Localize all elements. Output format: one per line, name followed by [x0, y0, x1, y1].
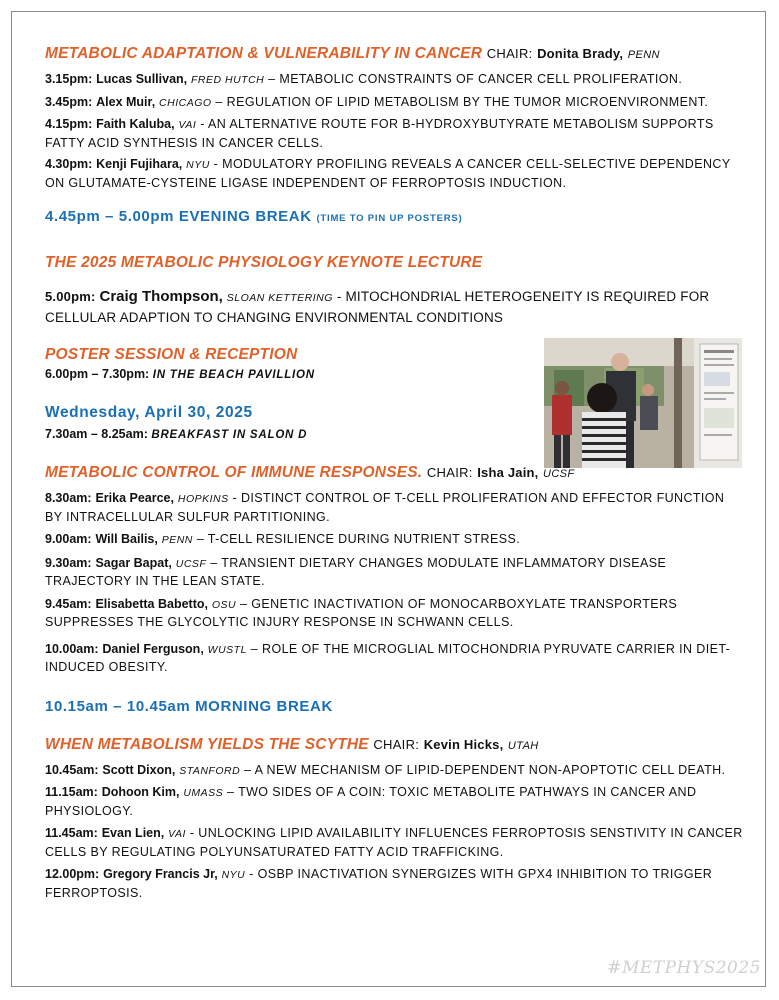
talk-separator: – — [192, 532, 208, 546]
photo-illustration — [544, 338, 742, 468]
talk-institution: OSU — [211, 598, 237, 611]
talk-separator: – — [211, 94, 227, 109]
talk-title: TRANSIENT DIETARY CHANGES MODULATE INFLAMMATORY DISEASE TRAJECTORY IN THE LEAN STATE. — [45, 555, 667, 588]
talk-time: 4.30pm: — [45, 157, 93, 171]
talk-speaker: Evan Lien, — [101, 826, 165, 840]
session-title-cancer — [45, 44, 745, 65]
talk-item — [45, 866, 745, 902]
talk-item — [45, 555, 745, 591]
talk-institution: WUSTL — [207, 643, 247, 656]
talk-item — [45, 156, 745, 192]
chair-label: CHAIR: — [373, 736, 420, 752]
poster-session-title: POSTER SESSION & RECEPTION — [45, 346, 298, 363]
talk-title: METABOLIC CONSTRAINTS OF CANCER CELL PROLIFERATION. — [279, 72, 683, 86]
talk-speaker: Craig Thompson, — [99, 288, 223, 305]
talk-speaker: Kenji Fujihara, — [96, 157, 183, 171]
talk-separator: – — [240, 762, 255, 777]
talk-separator: - — [196, 117, 208, 131]
talk-separator: - — [185, 826, 199, 840]
breakfast-time: 7.30am – 8.25am: — [45, 427, 148, 441]
session-talks-cancer — [45, 71, 745, 192]
talk-item — [45, 825, 745, 861]
talk-title: GENETIC INACTIVATION OF MONOCARBOXYLATE TRANSPORTERS SUPPRESSES THE GLYCOLYTIC INJURY RESPONSE IN SCHWANN CELLS. — [45, 596, 678, 629]
talk-time: 12.00pm: — [45, 867, 100, 881]
talk-item — [45, 596, 745, 632]
talk-separator: - — [228, 491, 241, 505]
day-heading: Wednesday, April 30, 2025 — [45, 404, 253, 421]
talk-speaker: Alex Muir, — [96, 94, 156, 109]
chair-label: CHAIR: — [486, 46, 533, 61]
talk-speaker: Sagar Bapat, — [95, 555, 172, 570]
talk-time: 3.15pm: — [45, 72, 93, 86]
talk-title: DISTINCT CONTROL OF T-CELL PROLIFERATION AND EFFECTOR FUNCTION BY INTRACELLULAR SULFUR PARTITIONING. — [45, 491, 725, 524]
break-note: (TIME TO PIN UP POSTERS) — [316, 213, 463, 224]
talk-speaker: Will Bailis, — [95, 532, 158, 546]
talk-title: - MITOCHONDRIAL HETEROGENEITY IS REQUIRED FOR CELLULAR ADAPTION TO CHANGING ENVIRONMENTAL CONDITIONS — [45, 289, 710, 325]
talk-item — [45, 531, 745, 550]
talk-item — [45, 762, 745, 781]
talk-title: REGULATION OF LIPID METABOLISM BY THE TUMOR MICROENVIRONMENT. — [226, 94, 709, 109]
program-content — [45, 44, 745, 902]
talk-institution: UCSF — [175, 557, 207, 570]
session-title-text: WHEN METABOLISM YIELDS THE SCYTHE — [45, 735, 369, 753]
poster-location: IN THE BEACH PAVILLION — [152, 369, 315, 381]
keynote-talk — [45, 287, 745, 327]
morning-break — [45, 697, 745, 717]
talk-institution: VAI — [168, 828, 186, 840]
talk-separator: - — [245, 867, 258, 881]
talk-item — [45, 94, 745, 113]
talk-speaker: Elisabetta Babetto, — [95, 596, 208, 611]
break-text: 10.15am – 10.45am MORNING BREAK — [45, 697, 333, 715]
talk-time: 10.00am: — [45, 641, 99, 656]
keynote-title: THE 2025 METABOLIC PHYSIOLOGY KEYNOTE LECTURE — [45, 254, 483, 271]
talk-title: TWO SIDES OF A COIN: TOXIC METABOLITE PATHWAYS IN CANCER AND PHYSIOLOGY. — [45, 785, 697, 818]
talk-time: 9.45am: — [45, 596, 92, 611]
session-talks-immune — [45, 490, 745, 677]
talk-speaker: Lucas Sullivan, — [96, 72, 188, 86]
talk-institution: NYU — [221, 869, 246, 881]
talk-time: 10.45am: — [45, 762, 99, 777]
talk-speaker: Scott Dixon, — [102, 762, 176, 777]
talk-item — [45, 116, 745, 152]
talk-time: 11.45am: — [45, 826, 98, 840]
chair-name: Donita Brady, — [537, 46, 624, 61]
chair-name: Kevin Hicks, — [423, 736, 504, 752]
chair-label: CHAIR: — [426, 465, 473, 480]
talk-title: OSBP INACTIVATION SYNERGIZES WITH GPX4 INHIBITION TO TRIGGER FERROPTOSIS. — [45, 867, 713, 900]
session-title-text: METABOLIC CONTROL OF IMMUNE RESPONSES. — [45, 464, 423, 481]
talk-speaker: Faith Kaluba, — [96, 117, 175, 131]
talk-time: 5.00pm: — [45, 289, 96, 304]
talk-institution: CHICAGO — [159, 96, 212, 109]
talk-time: 11.15am: — [45, 785, 98, 799]
event-hashtag: #METPHYS2025 — [607, 958, 761, 978]
talk-separator: – — [264, 72, 280, 86]
talk-speaker: Daniel Ferguson, — [102, 641, 204, 656]
talk-institution: HOPKINS — [177, 493, 229, 505]
talk-speaker: Dohoon Kim, — [101, 785, 180, 799]
chair-institution: PENN — [627, 49, 660, 61]
poster-session-photo — [544, 338, 742, 468]
breakfast-location: BREAKFAST IN SALON D — [151, 429, 308, 441]
talk-institution: PENN — [161, 534, 193, 546]
session-title-text: METABOLIC ADAPTATION & VULNERABILITY IN CANCER — [45, 45, 483, 62]
talk-separator: – — [246, 641, 263, 656]
talk-separator: – — [236, 596, 252, 611]
talk-title: T-CELL RESILIENCE DURING NUTRIENT STRESS. — [207, 532, 521, 546]
talk-separator: - — [209, 157, 223, 171]
talk-time: 9.00am: — [45, 532, 92, 546]
chair-institution: UTAH — [507, 739, 539, 752]
talk-speaker: Erika Pearce, — [95, 491, 174, 505]
session-talks-scythe — [45, 762, 745, 903]
break-text: 4.45pm – 5.00pm EVENING BREAK — [45, 208, 312, 225]
talk-title: ROLE OF THE MICROGLIAL MITOCHONDRIA PYRUVATE CARRIER IN DIET-INDUCED OBESITY. — [45, 641, 731, 674]
talk-institution: SLOAN KETTERING — [226, 292, 333, 304]
talk-item — [45, 784, 745, 820]
chair-institution: UCSF — [542, 468, 575, 480]
talk-time: 3.45pm: — [45, 94, 93, 109]
talk-title: MODULATORY PROFILING REVEALS A CANCER CELL-SELECTIVE DEPENDENCY ON GLUTAMATE-CYSTEINE LIGASE INDEPENDENT OF FERROPTOSIS INDUCTION. — [45, 157, 731, 190]
talk-speaker: Gregory Francis Jr, — [103, 867, 218, 881]
talk-time: 8.30am: — [45, 491, 92, 505]
talk-institution: VAI — [178, 119, 197, 131]
chair-name: Isha Jain, — [477, 465, 539, 480]
talk-title: A NEW MECHANISM OF LIPID-DEPENDENT NON-APOPTOTIC CELL DEATH. — [254, 762, 726, 777]
talk-institution: FRED HUTCH — [191, 74, 265, 86]
talk-item — [45, 641, 745, 677]
talk-separator: – — [206, 555, 222, 570]
talk-time: 4.15pm: — [45, 117, 93, 131]
talk-institution: STANFORD — [179, 764, 241, 777]
poster-time: 6.00pm – 7.30pm: — [45, 367, 150, 381]
talk-separator: – — [223, 785, 239, 799]
talk-title: AN ALTERNATIVE ROUTE FOR B-HYDROXYBUTYRATE METABOLISM SUPPORTS FATTY ACID SYNTHESIS IN CANCER CELLS. — [45, 117, 714, 150]
evening-break — [45, 207, 745, 229]
talk-institution: UMASS — [183, 787, 224, 799]
talk-item — [45, 71, 745, 90]
talk-title: UNLOCKING LIPID AVAILABILITY INFLUENCES FERROPTOSIS SENSTIVITY IN CANCER CELLS BY REGULATING POLYUNSATURATED FATTY ACID TRAFFICKING. — [45, 826, 743, 859]
session-title-scythe — [45, 735, 745, 756]
talk-time: 9.30am: — [45, 555, 92, 570]
talk-institution: NYU — [186, 159, 210, 171]
talk-item — [45, 490, 745, 526]
